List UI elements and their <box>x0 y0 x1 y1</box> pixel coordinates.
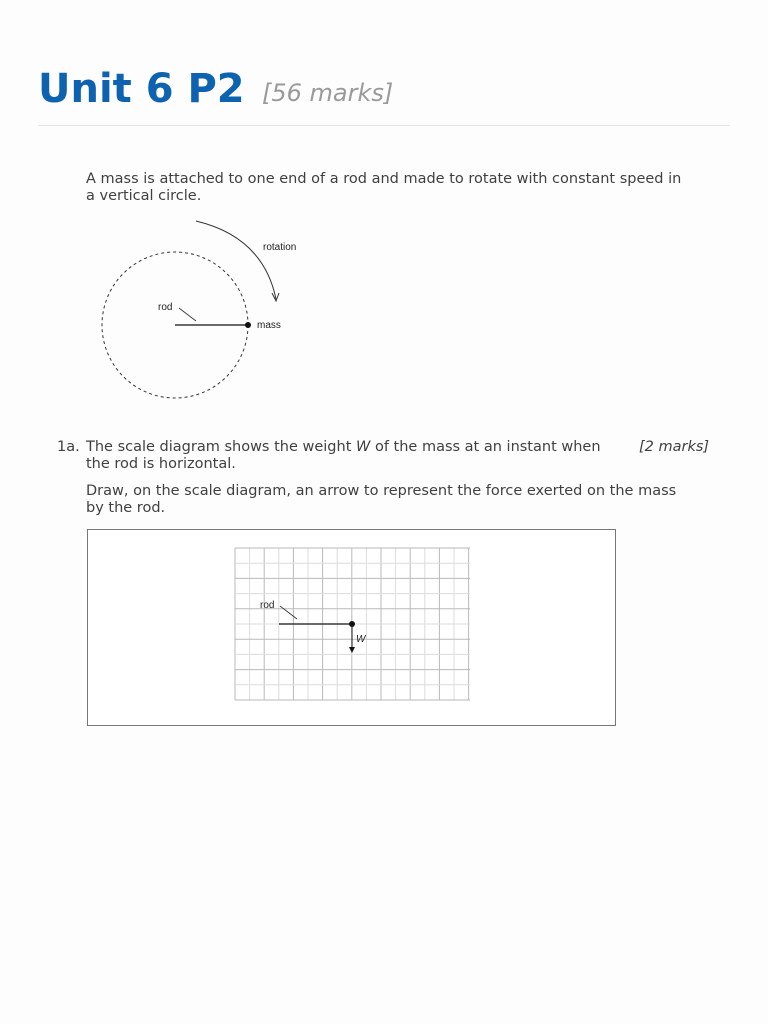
question-line-2: the rod is horizontal. <box>86 456 236 472</box>
rod-label: rod <box>260 600 275 611</box>
question-text <box>86 439 601 473</box>
question-line-1 <box>86 439 601 456</box>
rod-leader-line <box>179 308 196 321</box>
weight-symbol: W <box>356 439 371 455</box>
instruction-text <box>86 483 676 517</box>
scale-diagram <box>88 530 615 725</box>
weight-label: W <box>356 634 366 645</box>
rotation-arrow <box>196 221 276 299</box>
rotation-label: rotation <box>263 242 297 253</box>
instruction-line-2: by the rod. <box>86 500 166 516</box>
mass-label: mass <box>257 320 281 331</box>
weight-arrowhead <box>349 647 355 653</box>
page-header <box>38 64 730 126</box>
intro-line-2: a vertical circle. <box>86 188 202 204</box>
intro-line-1: A mass is attached to one end of a rod and made to rotate with constant speed in <box>86 171 682 187</box>
question-number: 1a. <box>57 439 80 455</box>
question-line-1-end: of the mass at an instant when <box>370 439 601 455</box>
page-title: Unit 6 P2 <box>38 66 245 112</box>
question-line-1-start: The scale diagram shows the weight <box>86 439 356 455</box>
instruction-line-1: Draw, on the scale diagram, an arrow to represent the force exerted on the mass <box>86 483 677 499</box>
rod-leader-line <box>280 606 297 619</box>
rod-label: rod <box>158 302 173 313</box>
question-marks: [2 marks] <box>639 439 710 455</box>
mass-dot <box>245 322 251 328</box>
rotation-diagram <box>95 215 315 405</box>
intro-text <box>86 171 681 205</box>
total-marks: [56 marks] <box>262 79 394 107</box>
scale-diagram-box <box>87 529 616 726</box>
